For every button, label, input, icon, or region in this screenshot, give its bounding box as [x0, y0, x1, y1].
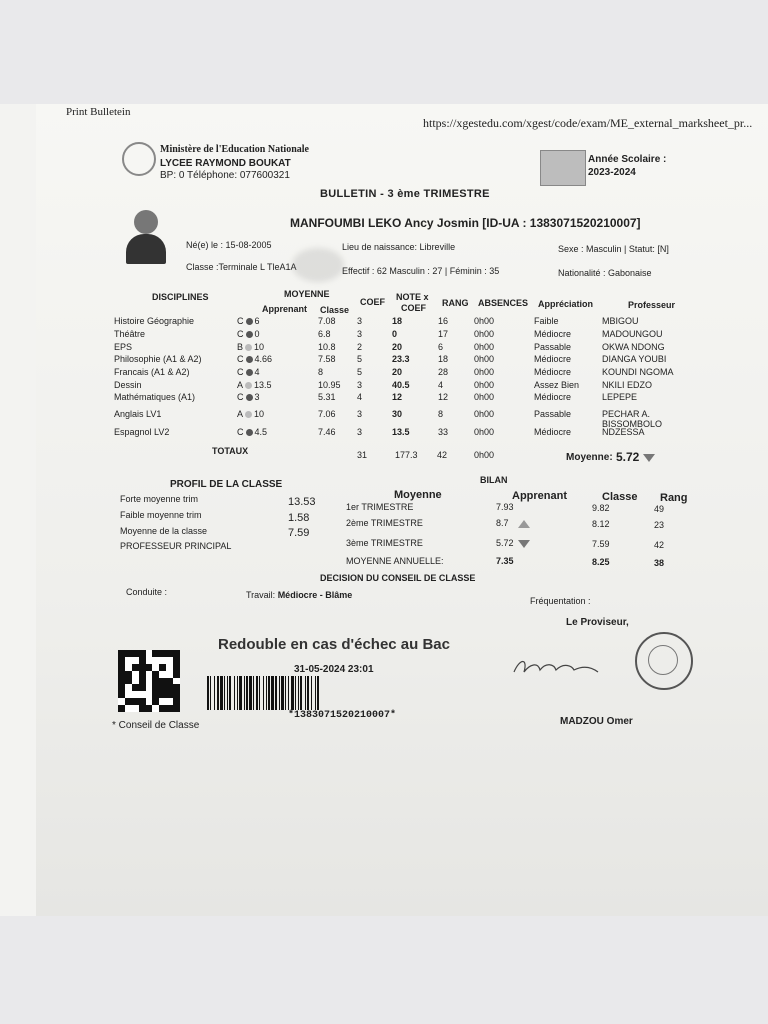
classe-moyenne-label: Moyenne de la classe — [120, 526, 208, 536]
row-grade — [237, 392, 260, 402]
row-absences: 0h00 — [474, 354, 495, 364]
col-apprenant: Apprenant — [262, 304, 307, 314]
frequentation-label: Fréquentation : — [530, 596, 591, 606]
row-grade — [237, 427, 267, 437]
row-classe: 7.06 — [318, 409, 336, 419]
faible-label: Faible moyenne trim — [120, 510, 202, 520]
col-rang: RANG — [442, 298, 469, 308]
bilan-row-rang: 42 — [654, 540, 665, 550]
row-absences: 0h00 — [474, 380, 495, 390]
row-grade-letter: B — [237, 342, 244, 352]
row-appreciation: Médiocre — [534, 329, 572, 339]
sex-status: Sexe : Masculin | Statut: [N] — [558, 244, 669, 254]
totals-coef: 31 — [357, 450, 368, 460]
row-classe: 7.46 — [318, 427, 336, 437]
row-professeur: MBIGOU — [602, 316, 639, 326]
row-absences: 0h00 — [474, 329, 495, 339]
row-grade — [237, 316, 260, 326]
row-grade — [237, 329, 260, 339]
row-note: 0 — [392, 329, 398, 339]
grade-dot-icon — [245, 411, 252, 418]
row-apprenant: 6 — [254, 316, 260, 326]
decision-statement: Redouble en cas d'échec au Bac — [218, 636, 450, 653]
row-grade-letter: C — [237, 329, 244, 339]
decision-date: 31-05-2024 23:01 — [294, 664, 374, 675]
row-grade-letter: C — [237, 427, 244, 437]
moyenne-value: 5.72 — [616, 450, 655, 464]
conduite-label: Conduite : — [126, 587, 168, 597]
birth-date: Né(e) le : 15-08-2005 — [186, 240, 272, 250]
row-discipline: Théâtre — [114, 329, 146, 339]
student-name-line: MANFOUMBI LEKO Ancy Josmin [ID-UA : 1383071520210007] — [290, 216, 641, 230]
grade-dot-icon — [246, 331, 253, 338]
row-appreciation: Médiocre — [534, 392, 572, 402]
row-absences: 0h00 — [474, 427, 495, 437]
bilan-row-rang: 38 — [654, 558, 665, 568]
row-rang: 28 — [438, 367, 449, 377]
row-professeur: OKWA NDONG — [602, 342, 665, 352]
row-grade-letter: C — [237, 354, 244, 364]
row-apprenant: 4.5 — [254, 427, 268, 437]
row-grade-letter: A — [237, 380, 244, 390]
row-coef: 3 — [357, 329, 363, 339]
row-note: 13.5 — [392, 427, 410, 437]
row-appreciation: Médiocre — [534, 354, 572, 364]
row-absences: 0h00 — [474, 342, 495, 352]
row-rang: 8 — [438, 409, 444, 419]
totals-abs: 0h00 — [474, 450, 495, 460]
row-appreciation: Assez Bien — [534, 380, 580, 390]
col-coef: COEF — [360, 297, 386, 307]
col-note-coef: NOTE x — [396, 292, 429, 302]
ministry-logo-icon — [122, 142, 156, 176]
up-arrow-icon — [518, 520, 530, 528]
col-classe: Classe — [320, 305, 350, 315]
school-contact: BP: 0 Téléphone: 077600321 — [160, 170, 290, 181]
row-classe: 10.8 — [318, 342, 336, 352]
bilan-row-apprenant: 5.72 — [496, 538, 514, 548]
proviseur-label: Le Proviseur, — [566, 617, 629, 628]
totals-note: 177.3 — [395, 450, 418, 460]
row-coef: 3 — [357, 409, 363, 419]
row-discipline: EPS — [114, 342, 133, 352]
bilan-row-rang: 49 — [654, 504, 665, 514]
row-apprenant: 10 — [254, 409, 265, 419]
row-note: 18 — [392, 316, 403, 326]
profil-title: PROFIL DE LA CLASSE — [170, 479, 283, 490]
col-professeur: Professeur — [628, 300, 676, 310]
row-appreciation: Faible — [534, 316, 559, 326]
totals-label: TOTAUX — [212, 446, 249, 456]
grade-dot-icon — [246, 429, 253, 436]
row-apprenant: 4 — [254, 367, 260, 377]
row-discipline: Dessin — [114, 380, 142, 390]
bilan-row-label: 3ème TRIMESTRE — [346, 538, 423, 548]
row-discipline: Francais (A1 & A2) — [114, 367, 190, 377]
row-appreciation: Passable — [534, 342, 572, 352]
bilan-row-apprenant: 7.93 — [496, 502, 514, 512]
col-appreciation: Appréciation — [538, 299, 594, 309]
row-appreciation: Passable — [534, 409, 572, 419]
bilan-row-label: 2ème TRIMESTRE — [346, 518, 423, 528]
row-grade-letter: C — [237, 367, 244, 377]
row-professeur: MADOUNGOU — [602, 329, 663, 339]
travail-line — [246, 590, 352, 600]
birthplace: Lieu de naissance: Libreville — [342, 242, 456, 252]
nationality: Nationalité : Gabonaise — [558, 268, 652, 278]
row-rang: 17 — [438, 329, 449, 339]
year-label: Année Scolaire : — [588, 154, 667, 165]
bilan-row-rang: 23 — [654, 520, 665, 530]
row-grade — [237, 342, 264, 352]
bilan-row-classe: 9.82 — [592, 503, 610, 513]
row-coef: 5 — [357, 367, 363, 377]
row-rang: 6 — [438, 342, 444, 352]
row-note: 20 — [392, 342, 403, 352]
bilan-title: BILAN — [480, 475, 508, 485]
row-apprenant: 3 — [254, 392, 260, 402]
row-coef: 4 — [357, 392, 363, 402]
row-professeur: NDZESSA — [602, 427, 645, 437]
bilan-col-moyenne: Moyenne — [394, 489, 442, 501]
grade-dot-icon — [246, 369, 253, 376]
bilan-col-apprenant: Apprenant — [512, 490, 567, 502]
row-note: 30 — [392, 409, 403, 419]
school-name: LYCEE RAYMOND BOUKAT — [160, 158, 291, 169]
row-professeur: NKILI EDZO — [602, 380, 653, 390]
row-appreciation: Médiocre — [534, 367, 572, 377]
class-line: Classe :Terminale L TleA1A — [186, 262, 297, 272]
barcode-icon — [207, 676, 479, 710]
row-grade — [237, 354, 272, 364]
row-absences: 0h00 — [474, 392, 495, 402]
grade-dot-icon — [246, 356, 253, 363]
grade-dot-icon — [246, 394, 253, 401]
faible-value: 1.58 — [288, 512, 310, 524]
down-arrow-icon — [518, 540, 530, 548]
row-apprenant: 13.5 — [254, 380, 272, 390]
barcode-text: *1383071520210007* — [288, 710, 397, 721]
row-grade-letter: C — [237, 316, 244, 326]
col-disciplines: DISCIPLINES — [152, 292, 209, 302]
row-discipline: Espagnol LV2 — [114, 427, 170, 437]
row-coef: 3 — [357, 380, 363, 390]
grade-dot-icon — [245, 382, 252, 389]
bulletin-title: BULLETIN - 3 ème TRIMESTRE — [320, 188, 490, 200]
row-rang: 33 — [438, 427, 449, 437]
bilan-row-apprenant: 7.35 — [496, 556, 514, 566]
row-appreciation: Médiocre — [534, 427, 572, 437]
forte-value: 13.53 — [288, 496, 316, 508]
row-classe: 6.8 — [318, 329, 331, 339]
prof-principal-label: PROFESSEUR PRINCIPAL — [120, 541, 232, 551]
grade-dot-icon — [246, 318, 253, 325]
ministry-name: Ministère de l'Education Nationale — [160, 144, 309, 155]
row-coef: 3 — [357, 316, 363, 326]
row-classe: 8 — [318, 367, 324, 377]
grade-dot-icon — [245, 344, 252, 351]
row-grade — [237, 367, 260, 377]
row-coef: 5 — [357, 354, 363, 364]
row-discipline: Philosophie (A1 & A2) — [114, 354, 202, 364]
row-absences: 0h00 — [474, 409, 495, 419]
row-apprenant: 4.66 — [254, 354, 273, 364]
row-grade-letter: A — [237, 409, 244, 419]
moyenne-label: Moyenne: — [566, 452, 613, 463]
row-absences: 0h00 — [474, 367, 495, 377]
row-classe: 7.58 — [318, 354, 336, 364]
travail-label: Travail: — [246, 590, 276, 600]
signatory-name: MADZOU Omer — [560, 716, 633, 727]
row-rang: 12 — [438, 392, 449, 402]
row-rang: 18 — [438, 354, 449, 364]
decision-title: DECISION DU CONSEIL DE CLASSE — [320, 573, 476, 583]
row-apprenant: 0 — [254, 329, 260, 339]
row-grade — [237, 380, 272, 390]
signature-icon — [510, 654, 602, 682]
classe-moyenne-value: 7.59 — [288, 527, 310, 539]
row-grade — [237, 409, 264, 419]
forte-label: Forte moyenne trim — [120, 494, 199, 504]
row-coef: 3 — [357, 427, 363, 437]
row-rang: 4 — [438, 380, 444, 390]
bilan-row-classe: 7.59 — [592, 539, 610, 549]
qr-code-icon — [118, 650, 180, 712]
row-note: 12 — [392, 392, 403, 402]
stamp-center-icon — [648, 645, 678, 675]
totals-rang: 42 — [437, 450, 448, 460]
row-rang: 16 — [438, 316, 449, 326]
row-professeur: DIANGA YOUBI — [602, 354, 667, 364]
bilan-row-apprenant: 8.7 — [496, 518, 509, 528]
col-absences: ABSENCES — [478, 298, 529, 308]
bilan-row-label: MOYENNE ANNUELLE: — [346, 556, 444, 566]
row-professeur: LEPEPE — [602, 392, 638, 402]
bilan-row-label: 1er TRIMESTRE — [346, 502, 414, 512]
row-apprenant: 10 — [254, 342, 265, 352]
bilan-row-classe: 8.12 — [592, 519, 610, 529]
row-coef: 2 — [357, 342, 363, 352]
emblem-icon — [540, 150, 586, 186]
row-note: 20 — [392, 367, 403, 377]
row-professeur: PECHAR A. BISSOMBOLO — [602, 409, 663, 429]
down-arrow-icon — [643, 454, 655, 462]
row-grade-letter: C — [237, 392, 244, 402]
row-professeur: KOUNDI NGOMA — [602, 367, 674, 377]
row-classe: 7.08 — [318, 316, 336, 326]
col-note-coef-2: COEF — [401, 303, 427, 313]
page-url: https://xgestedu.com/xgest/code/exam/ME_external_marksheet_pr... — [423, 116, 753, 130]
bilan-row-classe: 8.25 — [592, 557, 610, 567]
col-moyenne: MOYENNE — [284, 289, 330, 299]
print-label: Print Bulletein — [66, 106, 131, 118]
row-classe: 5.31 — [318, 392, 336, 402]
travail-value: Médiocre - Blâme — [277, 590, 353, 600]
bilan-col-rang: Rang — [660, 492, 688, 504]
row-discipline: Histoire Géographie — [114, 316, 195, 326]
row-classe: 10.95 — [318, 380, 341, 390]
bilan-col-classe: Classe — [602, 491, 638, 503]
conseil-label: * Conseil de Classe — [112, 720, 200, 731]
avatar-icon — [124, 208, 168, 264]
school-year: 2023-2024 — [588, 167, 636, 178]
row-note: 40.5 — [392, 380, 410, 390]
row-discipline: Mathématiques (A1) — [114, 392, 196, 402]
row-discipline: Anglais LV1 — [114, 409, 162, 419]
row-absences: 0h00 — [474, 316, 495, 326]
class-effectif: Effectif : 62 Masculin : 27 | Féminin : 35 — [342, 266, 500, 276]
row-note: 23.3 — [392, 354, 410, 364]
ink-smudge — [292, 248, 344, 282]
